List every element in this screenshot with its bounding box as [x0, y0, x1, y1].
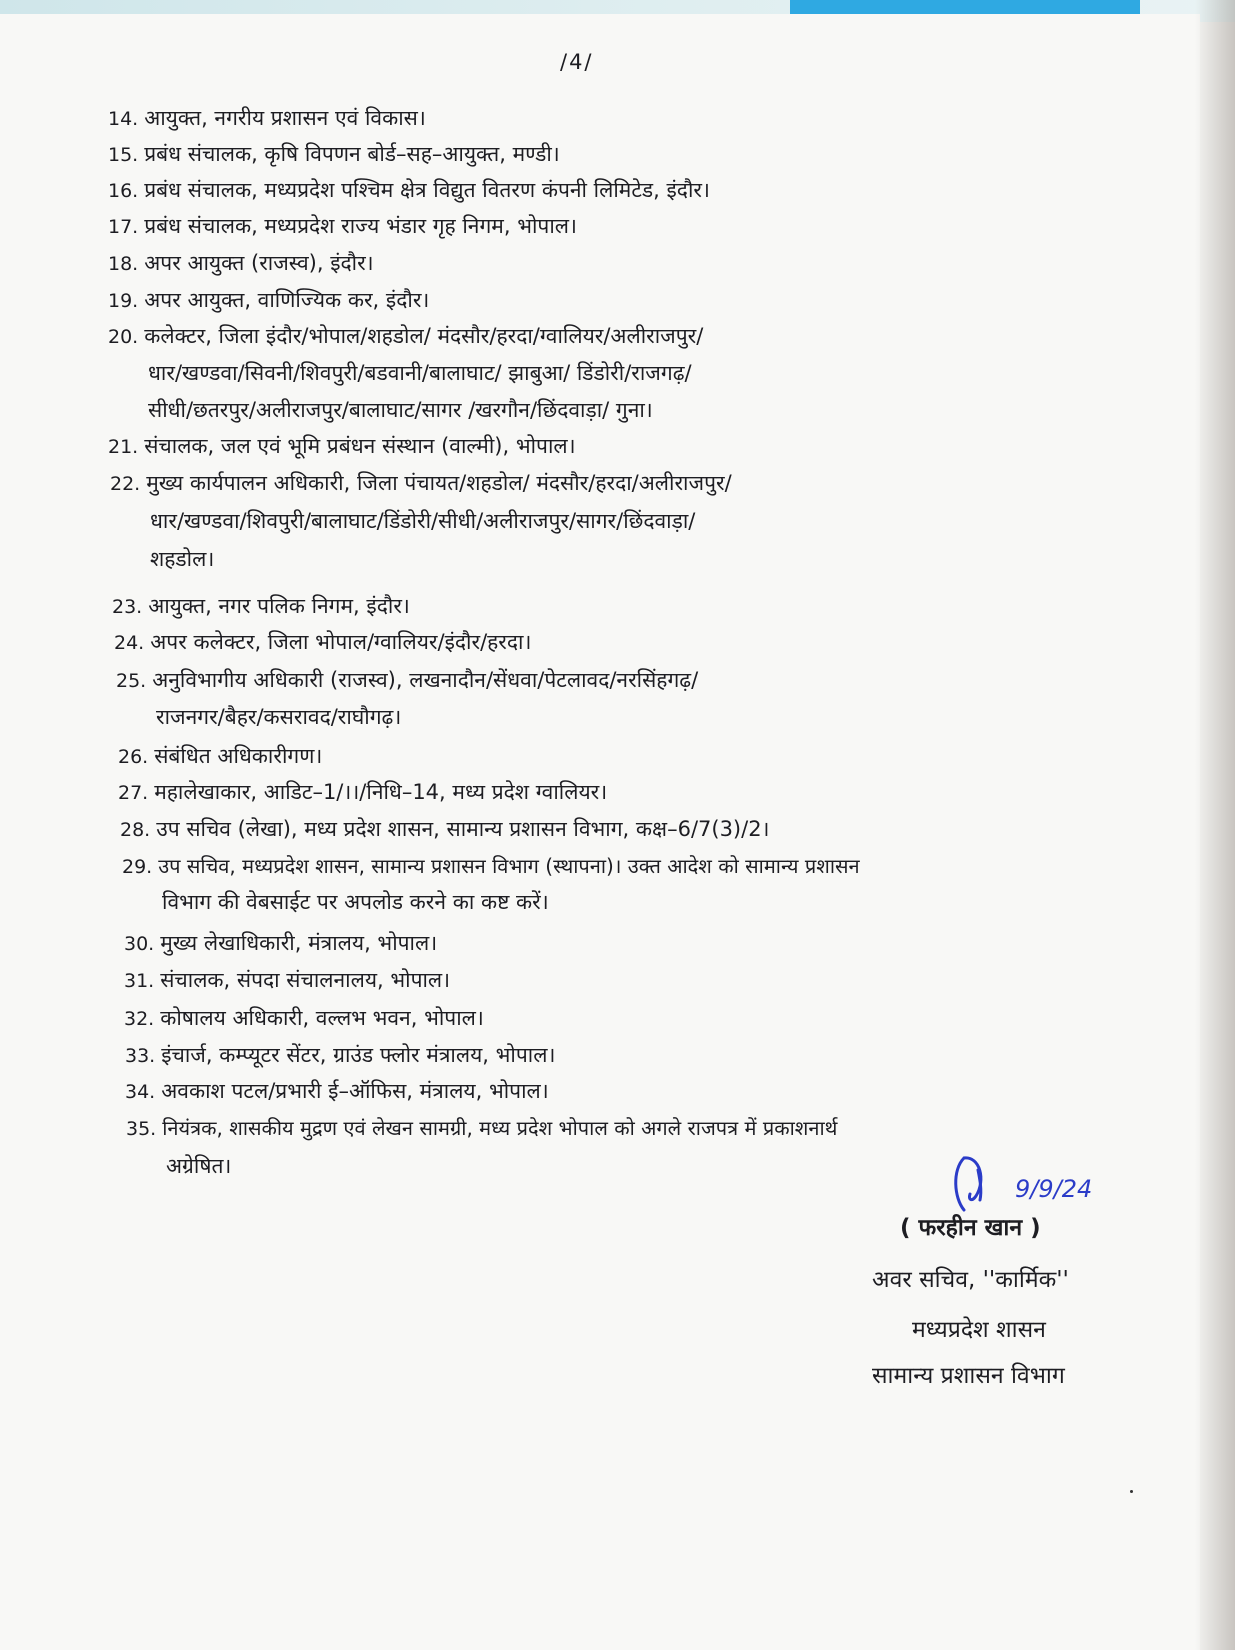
item-text: आयुक्त, नगरीय प्रशासन एवं विकास।	[144, 106, 426, 130]
item-number: 22.	[110, 473, 141, 495]
speck	[1130, 1490, 1133, 1493]
list-item	[108, 136, 560, 173]
item-text: प्रबंध संचालक, मध्यप्रदेश पश्चिम क्षेत्र विद्युत वितरण कंपनी लिमिटेड, इंदौर।	[144, 178, 710, 202]
list-item	[108, 172, 710, 209]
signatory-government: मध्यप्रदेश शासन	[912, 1317, 1046, 1343]
item-number: 32.	[124, 1008, 155, 1030]
list-item	[116, 662, 698, 699]
item-number: 26.	[118, 746, 149, 768]
list-item	[125, 1037, 555, 1074]
list-item	[108, 282, 429, 319]
item-continuation: राजनगर/बैहर/कसरावद/राघौगढ़।	[156, 705, 402, 729]
item-text: उप सचिव (लेखा), मध्य प्रदेश शासन, सामान्य प्रशासन विभाग, कक्ष–6/7(3)/2।	[156, 817, 770, 841]
list-item	[120, 811, 770, 848]
item-number: 18.	[108, 253, 139, 275]
item-text: उप सचिव, मध्यप्रदेश शासन, सामान्य प्रशासन विभाग (स्थापना)। उक्त आदेश को सामान्य प्रशासन	[158, 854, 860, 878]
page-number: /4/	[560, 50, 594, 74]
item-text: अपर आयुक्त, वाणिज्यिक कर, इंदौर।	[144, 288, 430, 312]
item-continuation: सीधी/छतरपुर/अलीराजपुर/बालाघाट/सागर /खरगौन/छिंदवाड़ा/ गुना।	[148, 398, 653, 422]
item-number: 25.	[116, 670, 147, 692]
list-item	[108, 100, 426, 137]
item-number: 23.	[112, 596, 143, 618]
list-item	[124, 962, 450, 999]
list-item	[125, 1073, 549, 1110]
list-item	[108, 318, 703, 355]
item-text: संबंधित अधिकारीगण।	[154, 744, 323, 768]
item-number: 31.	[124, 970, 155, 992]
item-text: कोषालय अधिकारी, वल्लभ भवन, भोपाल।	[160, 1006, 484, 1030]
item-number: 19.	[108, 290, 139, 312]
signatory-designation: अवर सचिव, ''कार्मिक''	[872, 1267, 1069, 1293]
signatory-name: ( फरहीन खान )	[900, 1215, 1041, 1241]
list-item	[112, 588, 410, 625]
item-number: 17.	[108, 216, 139, 238]
list-item	[108, 208, 577, 245]
item-number: 24.	[114, 632, 145, 654]
item-number: 20.	[108, 326, 139, 348]
list-item	[124, 1000, 484, 1037]
item-continuation: शहडोल।	[150, 547, 215, 571]
list-item	[118, 774, 607, 811]
item-number: 14.	[108, 108, 139, 130]
item-text: कलेक्टर, जिला इंदौर/भोपाल/शहडोल/ मंदसौर/हरदा/ग्वालियर/अलीराजपुर/	[144, 324, 704, 348]
item-text: मुख्य कार्यपालन अधिकारी, जिला पंचायत/शहडोल/ मंदसौर/हरदा/अलीराजपुर/	[146, 471, 732, 495]
item-number: 30.	[124, 933, 155, 955]
item-text: अवकाश पटल/प्रभारी ई–ऑफिस, मंत्रालय, भोपाल।	[161, 1079, 549, 1103]
item-text: नियंत्रक, शासकीय मुद्रण एवं लेखन सामग्री, मध्य प्रदेश भोपाल को अगले राजपत्र में प्रकाशनार्थ	[162, 1116, 838, 1140]
item-continuation: अग्रेषित।	[166, 1154, 232, 1178]
list-item	[114, 624, 531, 661]
item-continuation: धार/खण्डवा/शिवपुरी/बालाघाट/डिंडोरी/सीधी/अलीराजपुर/सागर/छिंदवाड़ा/	[150, 509, 696, 533]
signatory-department: सामान्य प्रशासन विभाग	[872, 1363, 1065, 1389]
item-number: 33.	[125, 1045, 156, 1067]
item-continuation: विभाग की वेबसाईट पर अपलोड करने का कष्ट करें।	[162, 890, 549, 914]
item-number: 28.	[120, 819, 151, 841]
item-text: आयुक्त, नगर पलिक निगम, इंदौर।	[148, 594, 410, 618]
item-number: 16.	[108, 180, 139, 202]
list-item	[110, 465, 732, 502]
item-number: 35.	[126, 1118, 157, 1140]
list-item	[108, 428, 576, 465]
list-item	[126, 1110, 837, 1147]
item-text: मुख्य लेखाधिकारी, मंत्रालय, भोपाल।	[160, 931, 438, 955]
item-number: 15.	[108, 144, 139, 166]
item-text: इंचार्ज, कम्प्यूटर सेंटर, ग्राउंड फ्लोर मंत्रालय, भोपाल।	[161, 1043, 556, 1067]
list-item	[122, 848, 860, 885]
item-text: संचालक, जल एवं भूमि प्रबंधन संस्थान (वाल्मी), भोपाल।	[144, 434, 576, 458]
item-text: अपर कलेक्टर, जिला भोपाल/ग्वालियर/इंदौर/हरदा।	[150, 630, 532, 654]
list-item	[124, 925, 437, 962]
item-number: 27.	[118, 782, 149, 804]
item-number: 29.	[122, 856, 153, 878]
item-text: महालेखाकार, आडिट–1/।।/निधि–14, मध्य प्रदेश ग्वालियर।	[154, 780, 608, 804]
item-text: अपर आयुक्त (राजस्व), इंदौर।	[144, 251, 374, 275]
list-item	[118, 738, 322, 775]
item-text: प्रबंध संचालक, कृषि विपणन बोर्ड–सह–आयुक्त, मण्डी।	[144, 142, 560, 166]
item-text: अनुविभागीय अधिकारी (राजस्व), लखनादौन/सेंधवा/पेटलावद/नरसिंहगढ़/	[152, 668, 699, 692]
item-text: संचालक, संपदा संचालनालय, भोपाल।	[160, 968, 451, 992]
list-item	[108, 245, 374, 282]
page-edge-shadow	[1195, 0, 1235, 1650]
item-continuation: धार/खण्डवा/सिवनी/शिवपुरी/बडवानी/बालाघाट/ झाबुआ/ डिंडोरी/राजगढ़/	[148, 361, 692, 385]
item-text: प्रबंध संचालक, मध्यप्रदेश राज्य भंडार गृह निगम, भोपाल।	[144, 214, 577, 238]
item-number: 21.	[108, 436, 139, 458]
signature-date: 9/9/24	[1015, 1175, 1093, 1203]
item-number: 34.	[125, 1081, 156, 1103]
